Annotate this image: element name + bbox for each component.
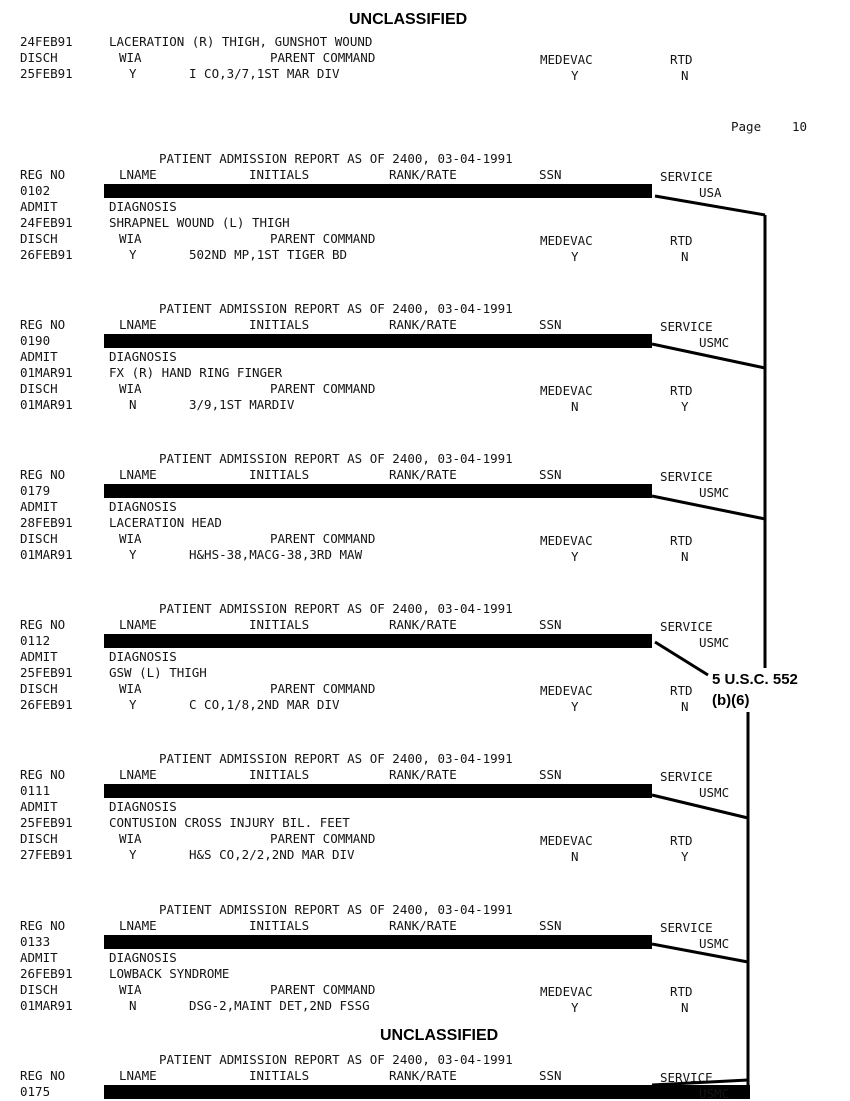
diagnosis-label: DIAGNOSIS (109, 799, 177, 814)
report-title: PATIENT ADMISSION REPORT AS OF 2400, 03-04-1991 (159, 902, 513, 917)
wia-label: WIA (119, 381, 142, 396)
page-label: Page (731, 119, 762, 134)
reg-no-label: REG NO (20, 167, 66, 182)
reg-no-value: 0175 (20, 1084, 51, 1099)
service-value: USMC (699, 635, 730, 650)
wia-value: Y (129, 847, 137, 862)
ssn-label: SSN (539, 767, 562, 782)
reg-no-label: REG NO (20, 918, 66, 933)
parent-command-label: PARENT COMMAND (270, 831, 376, 846)
service-label: SERVICE (660, 169, 713, 184)
ssn-label: SSN (539, 617, 562, 632)
lname-label: LNAME (119, 1068, 157, 1083)
medevac-label: MEDEVAC (540, 683, 593, 698)
rtd-label: RTD (670, 533, 693, 548)
rank-rate-label: RANK/RATE (389, 467, 457, 482)
admit-label: ADMIT (20, 349, 58, 364)
admit-date: 24FEB91 (20, 34, 73, 49)
diagnosis-value: LACERATION (R) THIGH, GUNSHOT WOUND (109, 34, 373, 49)
admit-date: 25FEB91 (20, 665, 73, 680)
disch-label: DISCH (20, 681, 58, 696)
medevac-value: N (571, 399, 579, 414)
wia-value: N (129, 998, 137, 1013)
disch-date: 25FEB91 (20, 66, 73, 81)
diagnosis-label: DIAGNOSIS (109, 499, 177, 514)
lname-label: LNAME (119, 617, 157, 632)
medevac-value: Y (571, 68, 579, 83)
rtd-value: N (681, 1000, 689, 1015)
rtd-label: RTD (670, 233, 693, 248)
service-label: SERVICE (660, 920, 713, 935)
parent-command-value: 3/9,1ST MARDIV (189, 397, 295, 412)
admit-date: 28FEB91 (20, 515, 73, 530)
bracket-arm (652, 944, 748, 962)
bracket-arm (652, 1080, 748, 1085)
parent-command-label: PARENT COMMAND (270, 982, 376, 997)
lname-label: LNAME (119, 767, 157, 782)
wia-value: Y (129, 66, 137, 81)
service-value: USMC (699, 1086, 730, 1101)
ssn-label: SSN (539, 167, 562, 182)
ssn-label: SSN (539, 1068, 562, 1083)
parent-command-value: 502ND MP,1ST TIGER BD (189, 247, 348, 262)
bracket-arm (652, 496, 765, 519)
initials-label: INITIALS (249, 918, 310, 933)
rtd-value: Y (681, 399, 689, 414)
wia-label: WIA (119, 531, 142, 546)
wia-value: Y (129, 547, 137, 562)
diagnosis-value: FX (R) HAND RING FINGER (109, 365, 283, 380)
disch-date: 01MAR91 (20, 397, 73, 412)
admit-label: ADMIT (20, 499, 58, 514)
rank-rate-label: RANK/RATE (389, 617, 457, 632)
rtd-value: N (681, 699, 689, 714)
bracket-arm (652, 795, 748, 818)
rtd-label: RTD (670, 833, 693, 848)
diagnosis-value: SHRAPNEL WOUND (L) THIGH (109, 215, 290, 230)
reg-no-value: 0133 (20, 934, 51, 949)
reg-no-label: REG NO (20, 467, 66, 482)
wia-label: WIA (119, 681, 142, 696)
disch-label: DISCH (20, 50, 58, 65)
admit-date: 24FEB91 (20, 215, 73, 230)
service-value: USMC (699, 936, 730, 951)
service-label: SERVICE (660, 319, 713, 334)
parent-command-label: PARENT COMMAND (270, 231, 376, 246)
service-value: USMC (699, 335, 730, 350)
reg-no-value: 0111 (20, 783, 51, 798)
medevac-value: N (571, 849, 579, 864)
wia-value: Y (129, 247, 137, 262)
wia-label: WIA (119, 50, 142, 65)
medevac-value: Y (571, 699, 579, 714)
rtd-value: N (681, 249, 689, 264)
wia-label: WIA (119, 831, 142, 846)
medevac-value: Y (571, 549, 579, 564)
parent-command-value: C CO,1/8,2ND MAR DIV (189, 697, 340, 712)
reg-no-label: REG NO (20, 617, 66, 632)
service-label: SERVICE (660, 619, 713, 634)
diagnosis-value: CONTUSION CROSS INJURY BIL. FEET (109, 815, 350, 830)
diagnosis-label: DIAGNOSIS (109, 950, 177, 965)
report-title: PATIENT ADMISSION REPORT AS OF 2400, 03-04-1991 (159, 451, 513, 466)
reg-no-value: 0112 (20, 633, 51, 648)
admit-date: 01MAR91 (20, 365, 73, 380)
disch-label: DISCH (20, 982, 58, 997)
service-value: USMC (699, 785, 730, 800)
parent-command-label: PARENT COMMAND (270, 531, 376, 546)
reg-no-value: 0190 (20, 333, 51, 348)
disch-label: DISCH (20, 231, 58, 246)
admit-date: 26FEB91 (20, 966, 73, 981)
bracket-arm (655, 642, 708, 675)
service-value: USA (699, 185, 722, 200)
parent-command-value: I CO,3/7,1ST MAR DIV (189, 66, 340, 81)
service-value: USMC (699, 485, 730, 500)
diagnosis-label: DIAGNOSIS (109, 649, 177, 664)
initials-label: INITIALS (249, 167, 310, 182)
diagnosis-value: LACERATION HEAD (109, 515, 222, 530)
initials-label: INITIALS (249, 617, 310, 632)
parent-command-label: PARENT COMMAND (270, 681, 376, 696)
parent-command-label: PARENT COMMAND (270, 50, 376, 65)
disch-date: 26FEB91 (20, 247, 73, 262)
admit-label: ADMIT (20, 950, 58, 965)
reg-no-value: 0179 (20, 483, 51, 498)
bracket-arm (652, 344, 765, 368)
medevac-value: Y (571, 1000, 579, 1015)
disch-date: 01MAR91 (20, 547, 73, 562)
disch-date: 26FEB91 (20, 697, 73, 712)
wia-label: WIA (119, 231, 142, 246)
report-title: PATIENT ADMISSION REPORT AS OF 2400, 03-04-1991 (159, 601, 513, 616)
rank-rate-label: RANK/RATE (389, 317, 457, 332)
disch-date: 01MAR91 (20, 998, 73, 1013)
wia-value: Y (129, 697, 137, 712)
diagnosis-label: DIAGNOSIS (109, 349, 177, 364)
wia-label: WIA (119, 982, 142, 997)
rtd-label: RTD (670, 383, 693, 398)
parent-command-label: PARENT COMMAND (270, 381, 376, 396)
medevac-label: MEDEVAC (540, 52, 593, 67)
diagnosis-value: GSW (L) THIGH (109, 665, 207, 680)
admit-label: ADMIT (20, 199, 58, 214)
medevac-label: MEDEVAC (540, 233, 593, 248)
diagnosis-label: DIAGNOSIS (109, 199, 177, 214)
diagnosis-value: LOWBACK SYNDROME (109, 966, 230, 981)
reg-no-value: 0102 (20, 183, 51, 198)
lname-label: LNAME (119, 918, 157, 933)
initials-label: INITIALS (249, 1068, 310, 1083)
service-label: SERVICE (660, 769, 713, 784)
medevac-label: MEDEVAC (540, 383, 593, 398)
medevac-value: Y (571, 249, 579, 264)
rtd-label: RTD (670, 984, 693, 999)
service-label: SERVICE (660, 469, 713, 484)
admit-label: ADMIT (20, 649, 58, 664)
initials-label: INITIALS (249, 467, 310, 482)
disch-label: DISCH (20, 381, 58, 396)
report-title: PATIENT ADMISSION REPORT AS OF 2400, 03-04-1991 (159, 751, 513, 766)
rtd-value: N (681, 549, 689, 564)
reg-no-label: REG NO (20, 1068, 66, 1083)
rtd-label: RTD (670, 52, 693, 67)
lname-label: LNAME (119, 167, 157, 182)
medevac-label: MEDEVAC (540, 984, 593, 999)
reg-no-label: REG NO (20, 767, 66, 782)
rtd-label: RTD (670, 683, 693, 698)
parent-command-value: H&S CO,2/2,2ND MAR DIV (189, 847, 355, 862)
parent-command-value: H&HS-38,MACG-38,3RD MAW (189, 547, 363, 562)
report-title: PATIENT ADMISSION REPORT AS OF 2400, 03-04-1991 (159, 301, 513, 316)
report-title: PATIENT ADMISSION REPORT AS OF 2400, 03-04-1991 (159, 151, 513, 166)
rank-rate-label: RANK/RATE (389, 167, 457, 182)
admit-date: 25FEB91 (20, 815, 73, 830)
lname-label: LNAME (119, 317, 157, 332)
medevac-label: MEDEVAC (540, 833, 593, 848)
bracket-arm (655, 196, 765, 215)
classification-banner-top: UNCLASSIFIED (349, 11, 468, 28)
medevac-label: MEDEVAC (540, 533, 593, 548)
classification-banner-bottom: UNCLASSIFIED (380, 1027, 499, 1044)
ssn-label: SSN (539, 467, 562, 482)
lname-label: LNAME (119, 467, 157, 482)
initials-label: INITIALS (249, 767, 310, 782)
reg-no-label: REG NO (20, 317, 66, 332)
rtd-value: Y (681, 849, 689, 864)
exemption-citation-line2: (b)(6) (712, 692, 750, 709)
wia-value: N (129, 397, 137, 412)
rank-rate-label: RANK/RATE (389, 1068, 457, 1083)
disch-date: 27FEB91 (20, 847, 73, 862)
report-title: PATIENT ADMISSION REPORT AS OF 2400, 03-04-1991 (159, 1052, 513, 1067)
ssn-label: SSN (539, 918, 562, 933)
exemption-citation-line1: 5 U.S.C. 552 (712, 671, 798, 688)
service-label: SERVICE (660, 1070, 713, 1085)
ssn-label: SSN (539, 317, 562, 332)
rank-rate-label: RANK/RATE (389, 918, 457, 933)
disch-label: DISCH (20, 831, 58, 846)
page-number: 10 (792, 119, 808, 134)
rtd-value: N (681, 68, 689, 83)
parent-command-value: DSG-2,MAINT DET,2ND FSSG (189, 998, 370, 1013)
rank-rate-label: RANK/RATE (389, 767, 457, 782)
disch-label: DISCH (20, 531, 58, 546)
initials-label: INITIALS (249, 317, 310, 332)
admit-label: ADMIT (20, 799, 58, 814)
